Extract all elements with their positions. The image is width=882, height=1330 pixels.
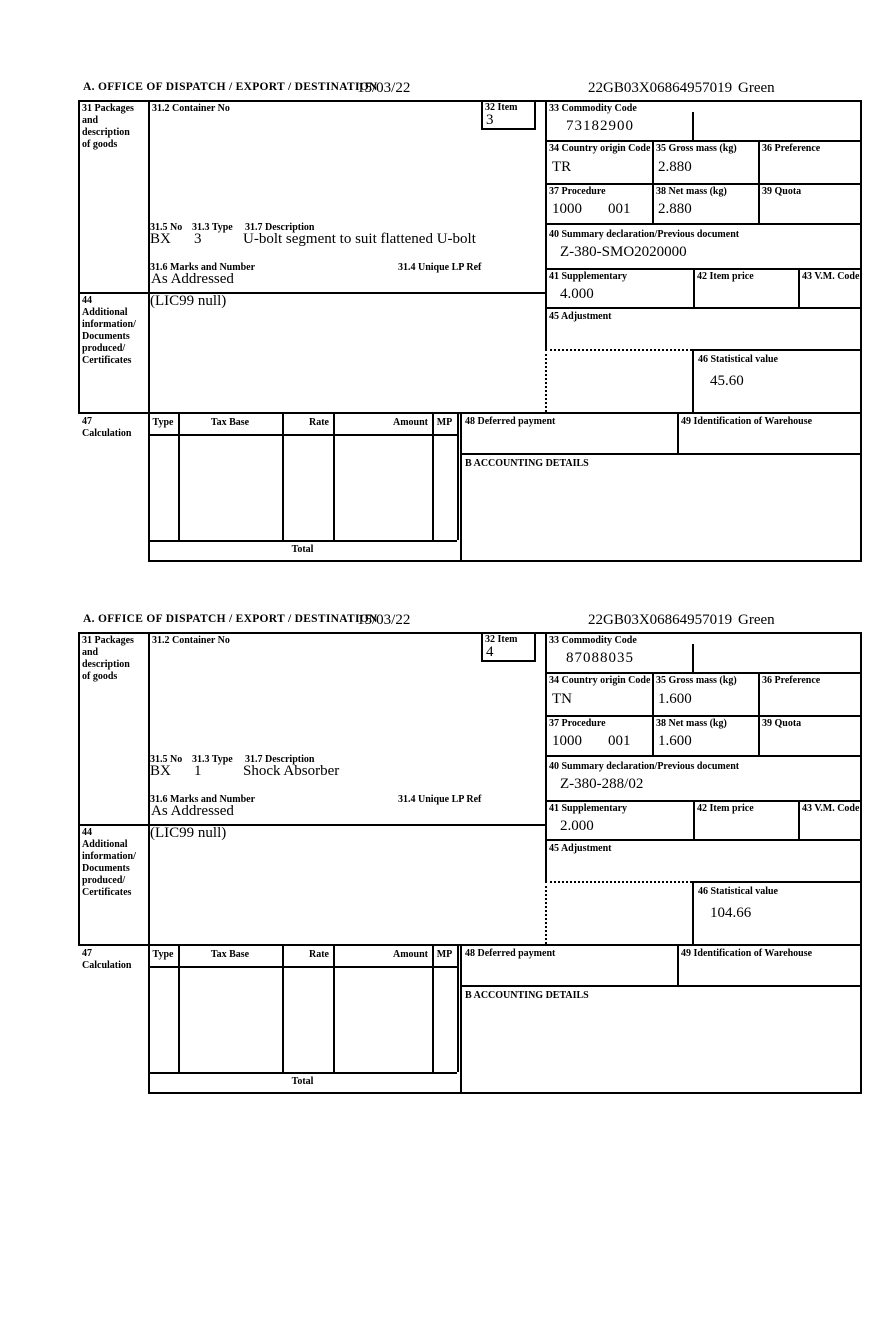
item-number-value: 4 — [486, 644, 494, 660]
box31-label-line1: 31 Packages — [82, 103, 134, 114]
quota-label: 39 Quota — [762, 186, 802, 197]
marks-and-number-label: 31.6 Marks and Number — [150, 794, 256, 805]
marks-and-number-value: As Addressed — [151, 803, 234, 819]
dotted-divider — [545, 881, 692, 883]
box31-label-line3: description — [82, 659, 130, 670]
divider — [758, 140, 760, 223]
country-origin-value: TR — [552, 159, 572, 175]
forms-container — [0, 80, 882, 1094]
package-type-value: 3 — [194, 231, 202, 247]
country-origin-label: 34 Country origin Code — [549, 675, 651, 686]
box47-label-line1: 47 — [82, 416, 92, 427]
tax-type-column-header: Type — [152, 417, 174, 428]
routing-status: Green — [738, 80, 775, 96]
box44-label-line1: 44 — [82, 827, 92, 838]
preference-label: 36 Preference — [762, 675, 821, 686]
mp-column-header: MP — [436, 949, 453, 960]
box44-label-line3: information/ — [82, 851, 136, 862]
divider — [545, 800, 862, 802]
country-origin-label: 34 Country origin Code — [549, 143, 651, 154]
supplementary-label: 41 Supplementary — [549, 271, 628, 282]
description-label: 31.7 Description — [245, 754, 315, 765]
divider — [677, 412, 679, 453]
item-price-label: 42 Item price — [697, 271, 754, 282]
divider — [860, 100, 862, 562]
gross-mass-value: 1.600 — [658, 691, 692, 707]
package-type-label: 31.3 Type — [192, 754, 233, 765]
divider — [282, 412, 284, 540]
divider — [545, 715, 862, 717]
sad-form-section-item-2 — [78, 612, 862, 1094]
package-type-label: 31.3 Type — [192, 222, 233, 233]
deferred-payment-label: 48 Deferred payment — [465, 948, 556, 959]
declaration-date: 15/03/22 — [357, 612, 411, 628]
total-row-label: Total — [291, 544, 314, 555]
declaration-reference: 22GB03X06864957019 — [588, 80, 733, 96]
declaration-reference: 22GB03X06864957019 — [588, 612, 733, 628]
divider — [148, 434, 457, 436]
divider — [333, 944, 335, 1072]
net-mass-label: 38 Net mass (kg) — [656, 718, 727, 729]
box44-label-line4: Documents — [82, 331, 130, 342]
divider — [692, 644, 694, 672]
routing-status: Green — [738, 612, 775, 628]
container-no-label: 31.2 Container No — [152, 103, 230, 114]
net-mass-value: 1.600 — [658, 733, 692, 749]
container-no-label: 31.2 Container No — [152, 635, 230, 646]
divider — [178, 944, 180, 1072]
previous-document-value: Z-380-288/02 — [560, 776, 644, 792]
divider — [78, 824, 545, 826]
box31-label-line2: and — [82, 647, 99, 658]
box31-label-line4: of goods — [82, 139, 118, 150]
total-row-label: Total — [291, 1076, 314, 1087]
divider — [693, 800, 695, 839]
divider — [148, 966, 457, 968]
sad-form-section-item-1 — [78, 80, 862, 562]
item-number-label: 32 Item — [485, 102, 518, 113]
box31-label-line4: of goods — [82, 671, 118, 682]
description-value: U-bolt segment to suit flattened U-bolt — [243, 231, 476, 247]
divider — [545, 223, 862, 225]
divider — [282, 944, 284, 1072]
adjustment-label: 45 Adjustment — [549, 843, 612, 854]
office-of-dispatch-heading: A. OFFICE OF DISPATCH / EXPORT / DESTINATION — [83, 81, 378, 93]
item-number-label: 32 Item — [485, 634, 518, 645]
divider — [545, 755, 862, 757]
divider — [652, 140, 654, 223]
box44-label-line2: Additional — [82, 839, 128, 850]
declaration-date: 15/03/22 — [357, 80, 411, 96]
rate-column-header: Rate — [309, 949, 329, 960]
warehouse-identification-label: 49 Identification of Warehouse — [681, 948, 813, 959]
dotted-divider — [545, 349, 547, 412]
statistical-value: 104.66 — [710, 905, 752, 921]
divider — [545, 839, 862, 841]
statistical-value-label: 46 Statistical value — [698, 886, 778, 897]
rate-column-header: Rate — [309, 417, 329, 428]
net-mass-value: 2.880 — [658, 201, 692, 217]
procedure-value-2: 001 — [608, 201, 631, 217]
marks-and-number-label: 31.6 Marks and Number — [150, 262, 256, 273]
divider — [148, 1072, 457, 1074]
procedure-label: 37 Procedure — [549, 186, 606, 197]
divider — [148, 100, 150, 562]
gross-mass-label: 35 Gross mass (kg) — [656, 675, 737, 686]
preference-label: 36 Preference — [762, 143, 821, 154]
additional-information-value: (LIC99 null) — [150, 293, 227, 309]
commodity-code-label: 33 Commodity Code — [549, 635, 637, 646]
divider — [545, 672, 862, 674]
customs-declaration-page — [0, 80, 882, 1330]
divider — [545, 183, 862, 185]
unique-lp-ref-label: 31.4 Unique LP Ref — [398, 794, 482, 805]
package-type-value: 1 — [194, 763, 202, 779]
divider — [432, 944, 434, 1072]
divider — [78, 100, 862, 102]
additional-information-value: (LIC99 null) — [150, 825, 227, 841]
divider — [545, 140, 862, 142]
description-value: Shock Absorber — [243, 763, 340, 779]
box31-label-line1: 31 Packages — [82, 635, 134, 646]
divider — [457, 412, 459, 540]
divider — [78, 292, 545, 294]
supplementary-value: 4.000 — [560, 286, 594, 302]
divider — [460, 944, 462, 1092]
divider — [692, 349, 694, 412]
warehouse-identification-label: 49 Identification of Warehouse — [681, 416, 813, 427]
vm-code-label: 43 V.M. Code — [802, 803, 860, 814]
accounting-details-label: B ACCOUNTING DETAILS — [465, 458, 589, 469]
supplementary-label: 41 Supplementary — [549, 803, 628, 814]
marks-and-number-value: As Addressed — [151, 271, 234, 287]
net-mass-label: 38 Net mass (kg) — [656, 186, 727, 197]
commodity-code-value: 73182900 — [566, 118, 634, 134]
divider — [148, 540, 457, 542]
divider — [148, 560, 862, 562]
item-number-value: 3 — [486, 112, 494, 128]
divider — [677, 944, 679, 985]
statistical-value: 45.60 — [710, 373, 744, 389]
divider — [460, 985, 862, 987]
divider — [545, 307, 862, 309]
divider — [692, 349, 862, 351]
divider — [78, 632, 862, 634]
previous-document-label: 40 Summary declaration/Previous document — [549, 229, 740, 240]
box44-label-line3: information/ — [82, 319, 136, 330]
divider — [78, 100, 80, 412]
tax-base-column-header: Tax Base — [210, 949, 250, 960]
procedure-value-1: 1000 — [552, 201, 582, 217]
divider — [758, 672, 760, 755]
divider — [860, 632, 862, 1094]
box47-label-line1: 47 — [82, 948, 92, 959]
box47-label-line2: Calculation — [82, 960, 132, 971]
divider — [652, 672, 654, 755]
adjustment-label: 45 Adjustment — [549, 311, 612, 322]
divider — [692, 112, 694, 140]
divider — [692, 881, 862, 883]
vm-code-label: 43 V.M. Code — [802, 271, 860, 282]
box44-label-line5: produced/ — [82, 343, 126, 354]
statistical-value-label: 46 Statistical value — [698, 354, 778, 365]
gross-mass-value: 2.880 — [658, 159, 692, 175]
divider — [148, 632, 150, 1094]
tax-type-column-header: Type — [152, 949, 174, 960]
dotted-divider — [545, 881, 547, 944]
quota-label: 39 Quota — [762, 718, 802, 729]
package-no-label: 31.5 No — [150, 754, 183, 765]
mp-column-header: MP — [436, 417, 453, 428]
commodity-code-value: 87088035 — [566, 650, 634, 666]
box44-label-line5: produced/ — [82, 875, 126, 886]
package-no-label: 31.5 No — [150, 222, 183, 233]
divider — [148, 1092, 862, 1094]
unique-lp-ref-label: 31.4 Unique LP Ref — [398, 262, 482, 273]
box31-label-line3: description — [82, 127, 130, 138]
divider — [693, 268, 695, 307]
package-no-value: BX — [150, 763, 171, 779]
box44-label-line6: Certificates — [82, 355, 132, 366]
item-price-label: 42 Item price — [697, 803, 754, 814]
divider — [432, 412, 434, 540]
previous-document-label: 40 Summary declaration/Previous document — [549, 761, 740, 772]
divider — [798, 800, 800, 839]
divider — [460, 412, 462, 560]
package-no-value: BX — [150, 231, 171, 247]
amount-column-header: Amount — [392, 417, 428, 428]
description-label: 31.7 Description — [245, 222, 315, 233]
divider — [692, 881, 694, 944]
divider — [333, 412, 335, 540]
procedure-value-2: 001 — [608, 733, 631, 749]
previous-document-value: Z-380-SMO2020000 — [560, 244, 687, 260]
box44-label-line2: Additional — [82, 307, 128, 318]
country-origin-value: TN — [552, 691, 572, 707]
office-of-dispatch-heading: A. OFFICE OF DISPATCH / EXPORT / DESTINATION — [83, 613, 378, 625]
divider — [798, 268, 800, 307]
divider — [78, 412, 862, 414]
procedure-label: 37 Procedure — [549, 718, 606, 729]
box44-label-line4: Documents — [82, 863, 130, 874]
divider — [545, 268, 862, 270]
commodity-code-label: 33 Commodity Code — [549, 103, 637, 114]
tax-base-column-header: Tax Base — [210, 417, 250, 428]
deferred-payment-label: 48 Deferred payment — [465, 416, 556, 427]
amount-column-header: Amount — [392, 949, 428, 960]
divider — [178, 412, 180, 540]
box44-label-line1: 44 — [82, 295, 92, 306]
accounting-details-label: B ACCOUNTING DETAILS — [465, 990, 589, 1001]
supplementary-value: 2.000 — [560, 818, 594, 834]
procedure-value-1: 1000 — [552, 733, 582, 749]
box47-label-line2: Calculation — [82, 428, 132, 439]
divider — [78, 944, 862, 946]
box44-label-line6: Certificates — [82, 887, 132, 898]
dotted-divider — [545, 349, 692, 351]
divider — [457, 944, 459, 1072]
box31-label-line2: and — [82, 115, 99, 126]
gross-mass-label: 35 Gross mass (kg) — [656, 143, 737, 154]
divider — [460, 453, 862, 455]
divider — [78, 632, 80, 944]
